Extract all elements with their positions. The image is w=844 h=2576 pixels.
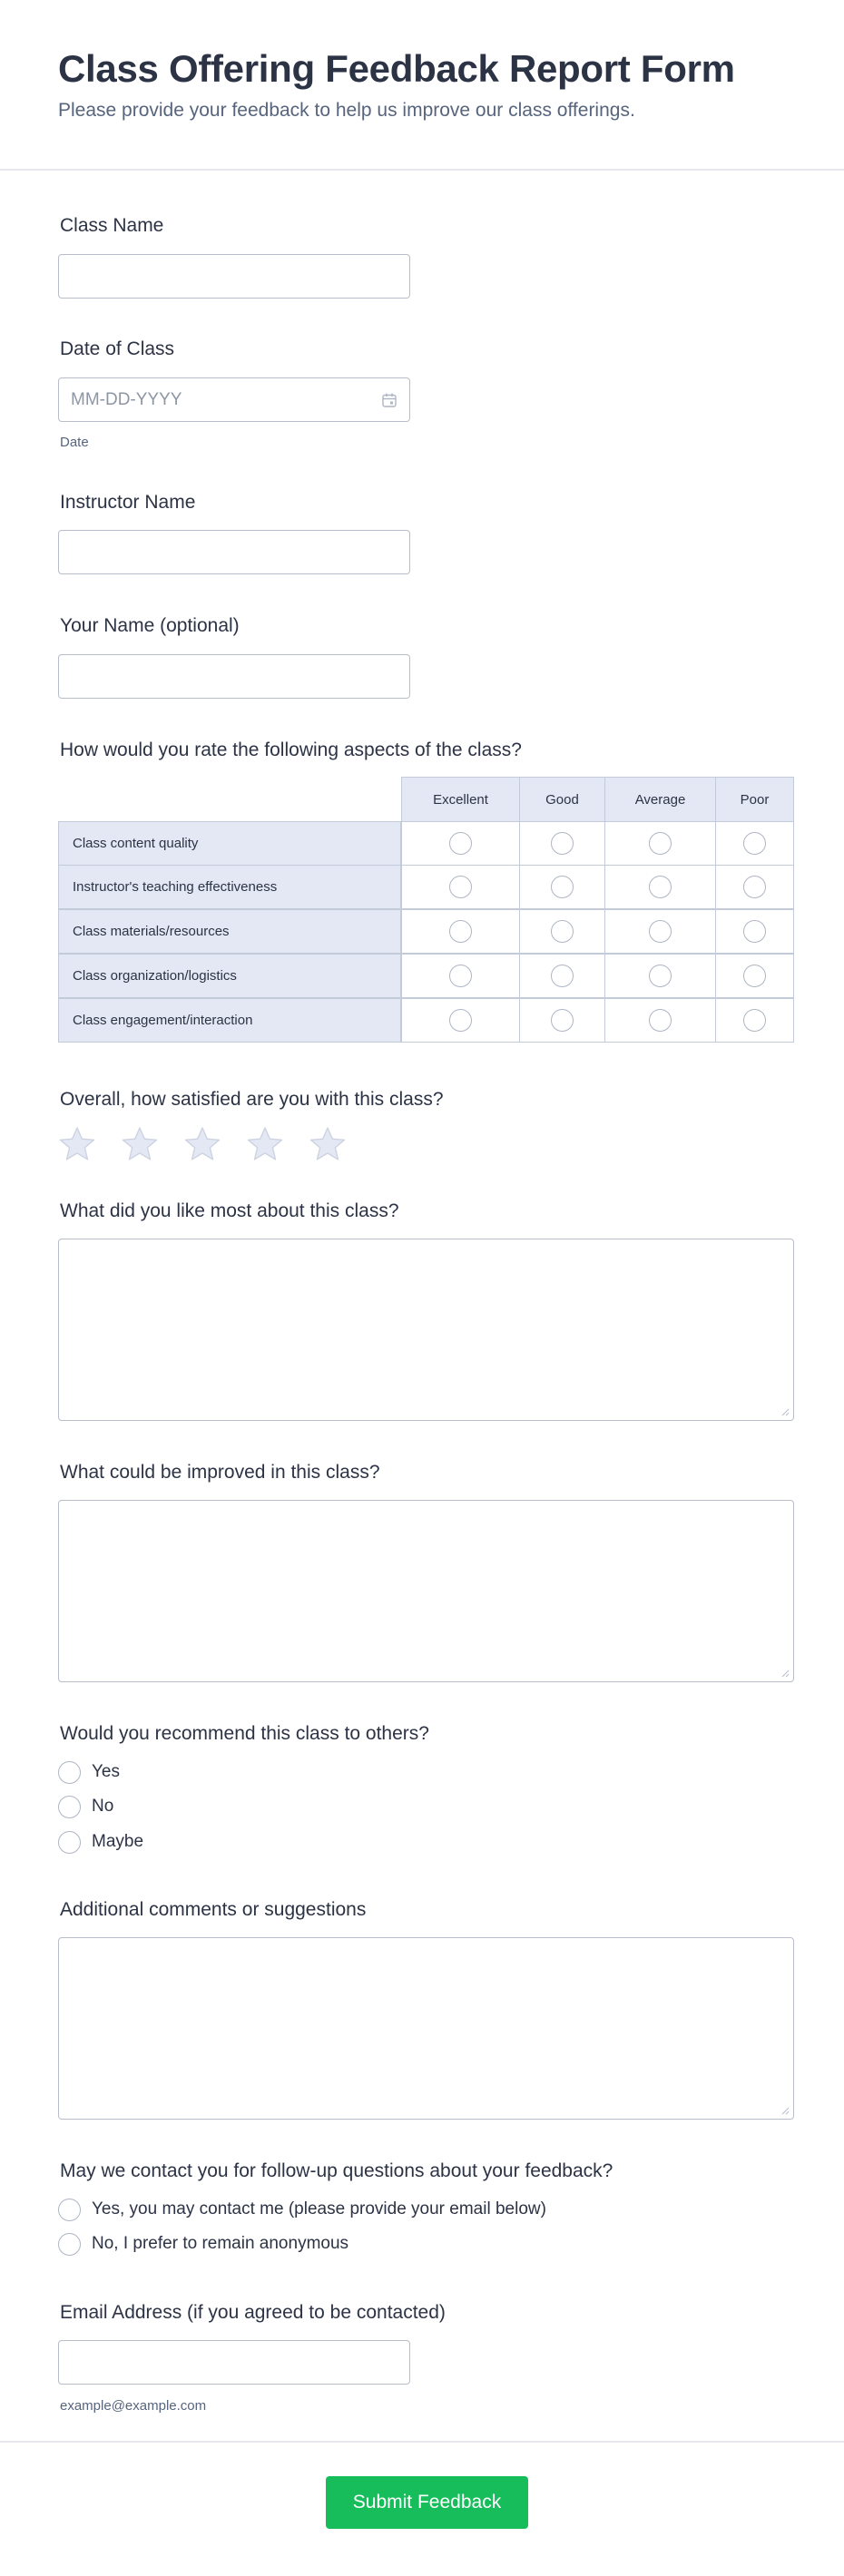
matrix-cell[interactable]: [715, 865, 794, 909]
form-subtitle: Please provide your feedback to help us improve our class offerings.: [58, 100, 635, 121]
comments-label: Additional comments or suggestions: [60, 1899, 367, 1920]
radio-button[interactable]: [743, 876, 766, 898]
resize-grip-icon[interactable]: [780, 2106, 790, 2115]
radio-button[interactable]: [58, 1796, 81, 1818]
matrix-row-label: Class content quality: [58, 821, 401, 866]
radio-button[interactable]: [649, 965, 672, 987]
rating-question: Overall, how satisfied are you with this class?: [60, 1089, 444, 1110]
radio-button[interactable]: [551, 1009, 574, 1032]
calendar-icon[interactable]: [381, 392, 397, 408]
resize-grip-icon[interactable]: [780, 1669, 790, 1678]
radio-button[interactable]: [551, 832, 574, 855]
radio-button[interactable]: [743, 832, 766, 855]
class-name-input[interactable]: [58, 254, 410, 299]
radio-button[interactable]: [649, 832, 672, 855]
date-placeholder: MM-DD-YYYY: [71, 390, 182, 409]
matrix-cell[interactable]: [604, 998, 716, 1043]
matrix-row-label: Instructor's teaching effectiveness: [58, 865, 401, 909]
comments-textarea[interactable]: [58, 1937, 794, 2120]
email-sublabel: example@example.com: [60, 2398, 207, 2414]
matrix-cell[interactable]: [519, 821, 605, 866]
radio-button[interactable]: [649, 1009, 672, 1032]
matrix-cell[interactable]: [401, 865, 520, 909]
radio-button[interactable]: [449, 965, 472, 987]
radio-button[interactable]: [449, 876, 472, 898]
date-sublabel: Date: [60, 435, 89, 450]
radio-button[interactable]: [58, 2199, 81, 2221]
contact-question: May we contact you for follow-up questions about your feedback?: [60, 2160, 613, 2181]
radio-button[interactable]: [743, 1009, 766, 1032]
matrix-row-label: Class organization/logistics: [58, 954, 401, 998]
radio-button[interactable]: [58, 1831, 81, 1854]
radio-button[interactable]: [551, 920, 574, 943]
date-of-class-input[interactable]: [58, 377, 410, 422]
matrix-row-label: Class engagement/interaction: [58, 998, 401, 1043]
matrix-cell[interactable]: [715, 954, 794, 998]
matrix-cell[interactable]: [519, 954, 605, 998]
radio-button[interactable]: [449, 832, 472, 855]
footer-divider: [0, 2441, 844, 2443]
rating-matrix: [58, 777, 794, 1047]
form-header: [0, 0, 844, 171]
radio-button[interactable]: [743, 920, 766, 943]
matrix-cell[interactable]: [604, 909, 716, 954]
option-label[interactable]: Yes, you may contact me (please provide your email below): [92, 2199, 546, 2218]
form-title: Class Offering Feedback Report Form: [58, 47, 735, 90]
matrix-cell[interactable]: [519, 909, 605, 954]
email-label: Email Address (if you agreed to be contacted): [60, 2302, 446, 2323]
resize-grip-icon[interactable]: [780, 1407, 790, 1416]
star-icon[interactable]: [58, 1125, 96, 1163]
your-name-label: Your Name (optional): [60, 615, 240, 636]
radio-button[interactable]: [58, 1761, 81, 1784]
class-name-label: Class Name: [60, 215, 164, 236]
improved-label: What could be improved in this class?: [60, 1462, 380, 1483]
instructor-name-input[interactable]: [58, 530, 410, 574]
radio-button[interactable]: [551, 876, 574, 898]
matrix-cell[interactable]: [715, 821, 794, 866]
your-name-input[interactable]: [58, 654, 410, 699]
matrix-row-label: Class materials/resources: [58, 909, 401, 954]
option-label[interactable]: Yes: [92, 1762, 120, 1781]
liked-most-textarea[interactable]: [58, 1239, 794, 1421]
star-icon[interactable]: [121, 1125, 159, 1163]
matrix-col-poor: Poor: [715, 777, 794, 822]
matrix-col-good: Good: [519, 777, 605, 822]
improved-textarea[interactable]: [58, 1500, 794, 1682]
radio-button[interactable]: [649, 920, 672, 943]
radio-button[interactable]: [449, 920, 472, 943]
submit-button[interactable]: Submit Feedback: [326, 2476, 528, 2529]
radio-button[interactable]: [743, 965, 766, 987]
recommend-question: Would you recommend this class to others?: [60, 1723, 429, 1744]
matrix-cell[interactable]: [519, 865, 605, 909]
matrix-question: How would you rate the following aspects of the class?: [60, 739, 522, 760]
star-icon[interactable]: [183, 1125, 221, 1163]
matrix-cell[interactable]: [401, 821, 520, 866]
matrix-cell[interactable]: [401, 954, 520, 998]
option-label[interactable]: Maybe: [92, 1832, 144, 1851]
matrix-cell[interactable]: [401, 998, 520, 1043]
radio-button[interactable]: [58, 2233, 81, 2256]
matrix-cell[interactable]: [401, 909, 520, 954]
matrix-col-excellent: Excellent: [401, 777, 520, 822]
option-label[interactable]: No: [92, 1797, 114, 1816]
date-of-class-label: Date of Class: [60, 338, 175, 359]
matrix-cell[interactable]: [715, 998, 794, 1043]
matrix-cell[interactable]: [715, 909, 794, 954]
radio-button[interactable]: [551, 965, 574, 987]
radio-button[interactable]: [649, 876, 672, 898]
matrix-cell[interactable]: [604, 865, 716, 909]
matrix-cell[interactable]: [604, 821, 716, 866]
star-icon[interactable]: [246, 1125, 284, 1163]
option-label[interactable]: No, I prefer to remain anonymous: [92, 2234, 349, 2253]
radio-button[interactable]: [449, 1009, 472, 1032]
matrix-col-average: Average: [604, 777, 716, 822]
instructor-name-label: Instructor Name: [60, 492, 196, 513]
matrix-cell[interactable]: [604, 954, 716, 998]
liked-most-label: What did you like most about this class?: [60, 1200, 399, 1221]
email-input[interactable]: [58, 2340, 410, 2385]
star-icon[interactable]: [309, 1125, 347, 1163]
matrix-cell[interactable]: [519, 998, 605, 1043]
